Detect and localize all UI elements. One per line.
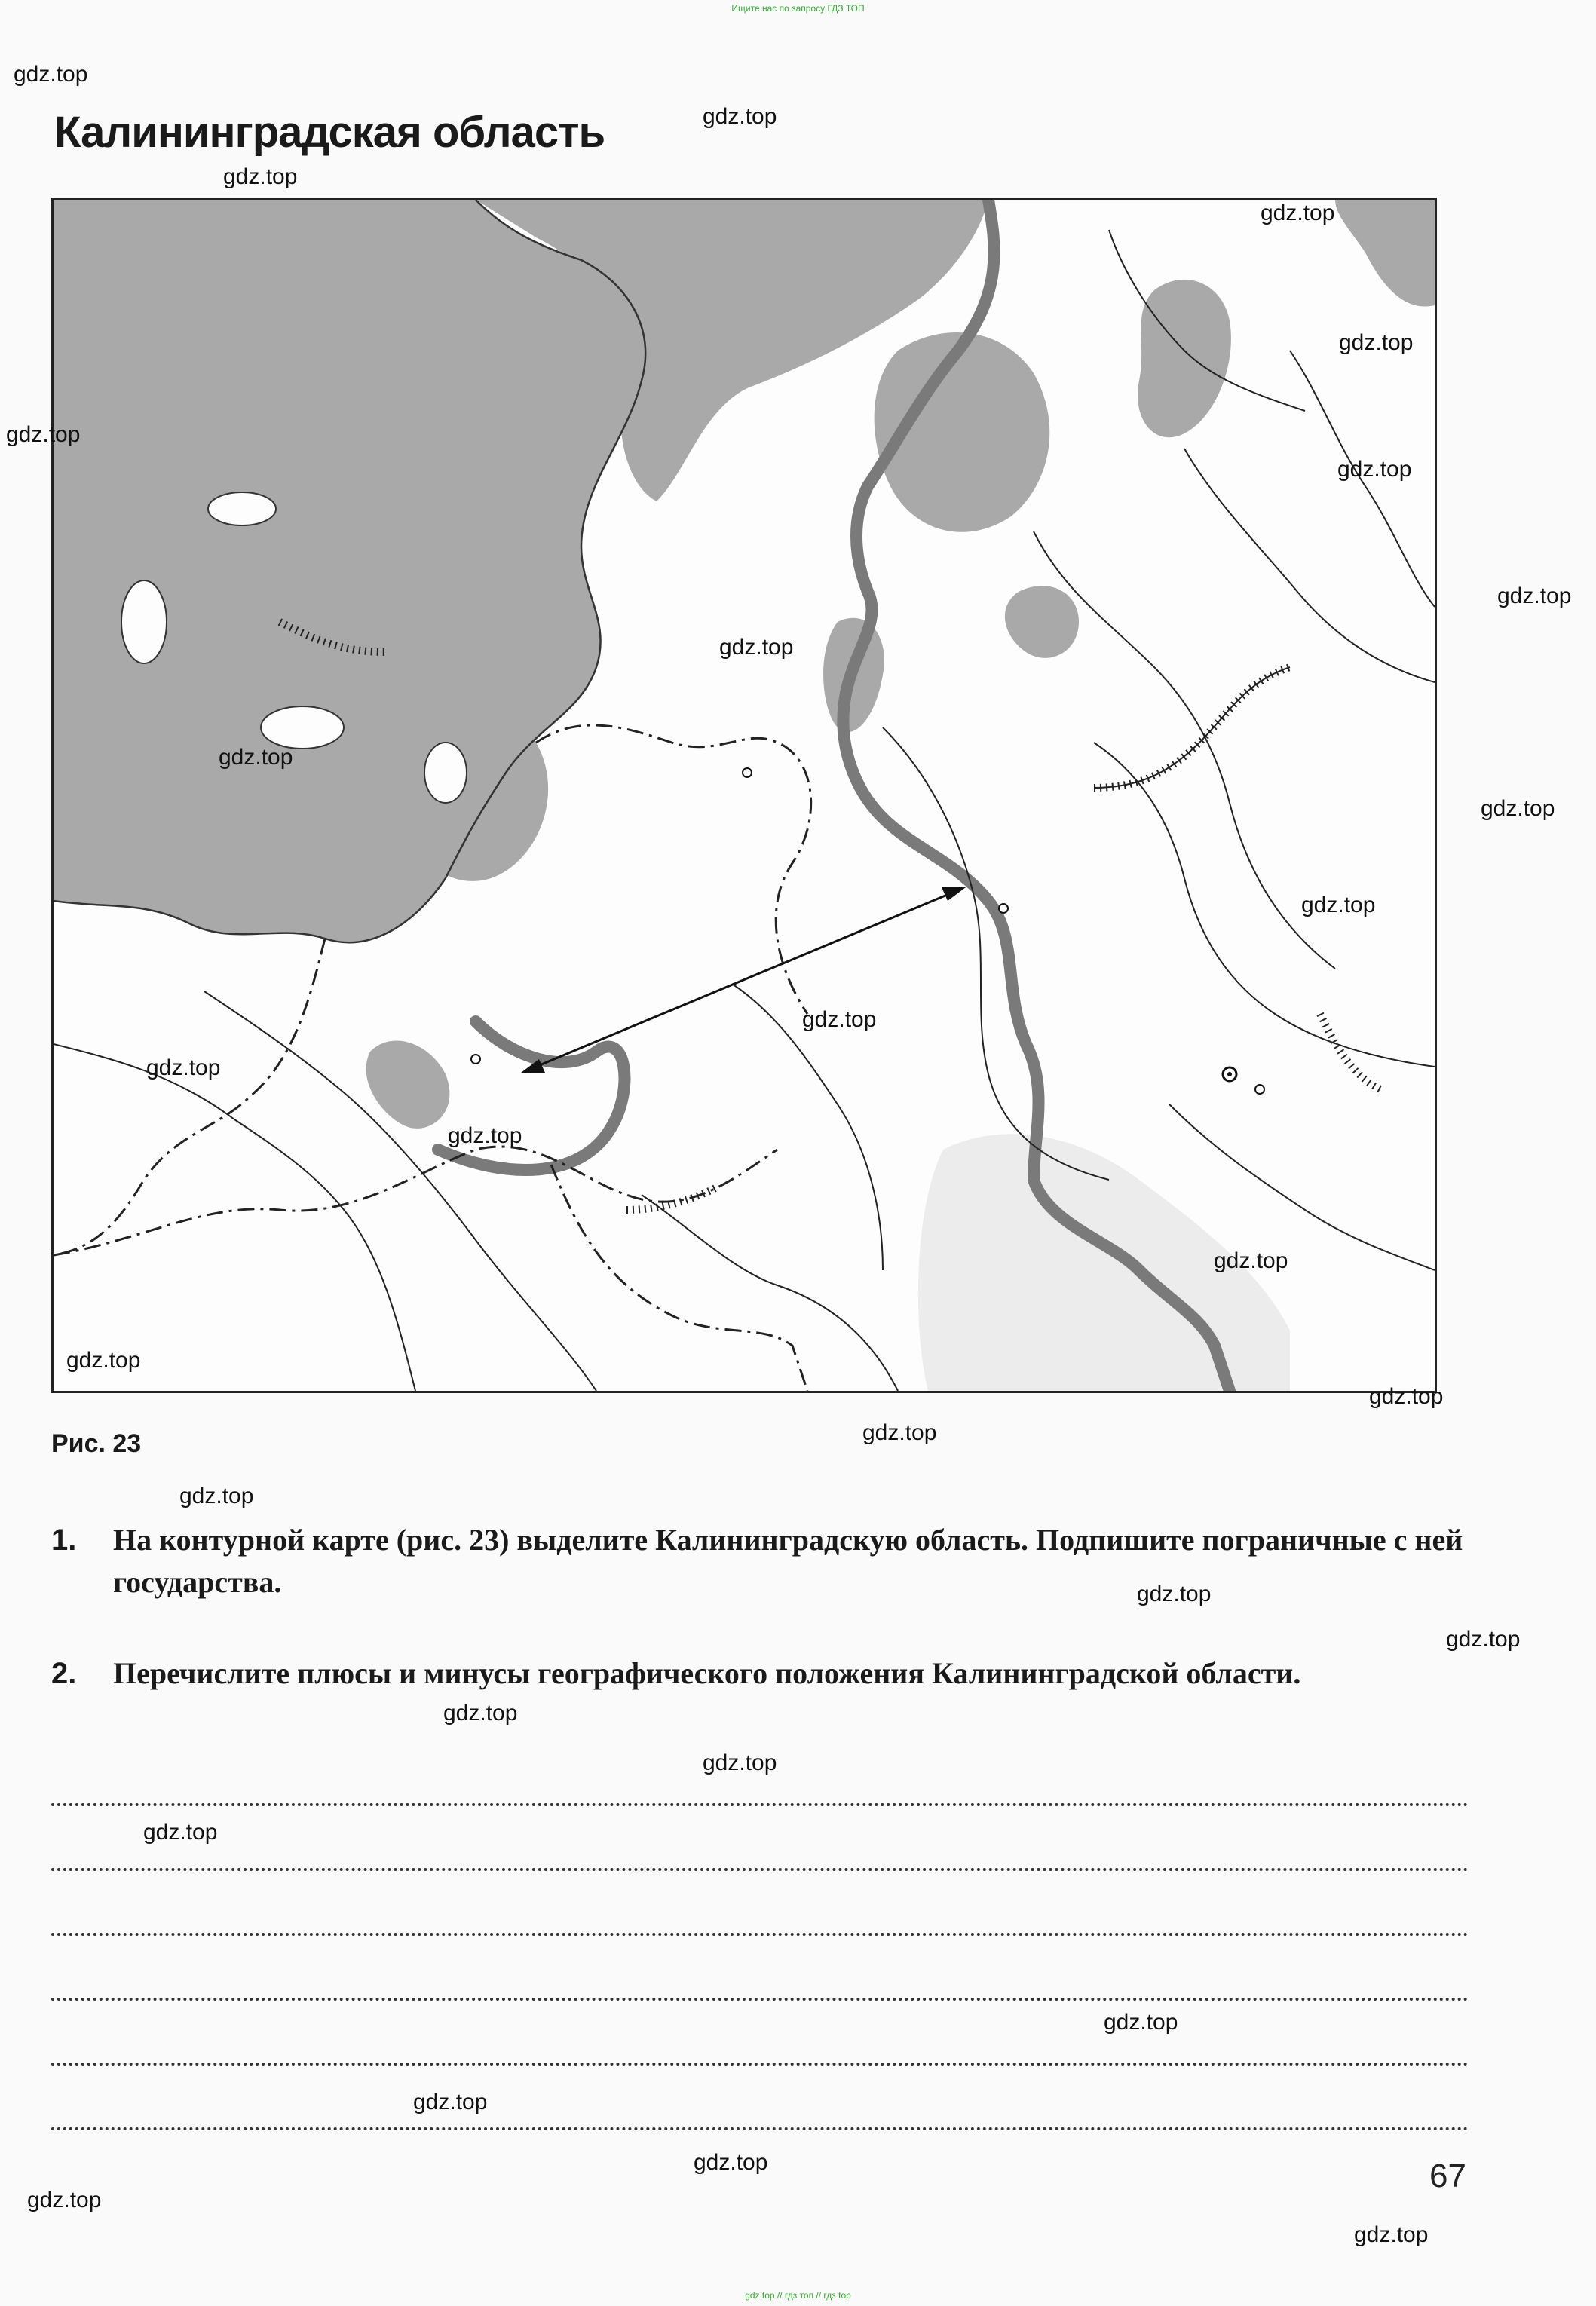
watermark: gdz.top bbox=[862, 1420, 937, 1445]
answer-line[interactable] bbox=[51, 2127, 1469, 2130]
watermark: gdz.top bbox=[223, 164, 298, 189]
curonian-lagoon bbox=[366, 1041, 450, 1129]
bottom-banner[interactable]: gdz top // гдз топ // гдз top bbox=[745, 2290, 851, 2301]
river bbox=[1184, 449, 1435, 682]
lake-onega bbox=[1138, 280, 1231, 437]
answer-line[interactable] bbox=[51, 1868, 1469, 1871]
watermark: gdz.top bbox=[1261, 201, 1335, 225]
map-arrow-head-right bbox=[942, 887, 966, 901]
white-sea-bay bbox=[1335, 200, 1435, 307]
answer-line[interactable] bbox=[51, 1998, 1469, 2001]
page-number: 67 bbox=[1429, 2157, 1466, 2194]
answer-line[interactable] bbox=[51, 2063, 1469, 2066]
baltic-sea bbox=[54, 200, 645, 942]
river bbox=[54, 1044, 415, 1391]
watermark: gdz.top bbox=[694, 2150, 768, 2175]
admin-border bbox=[54, 939, 325, 1255]
map-arrow bbox=[536, 893, 951, 1067]
task-2 bbox=[51, 1652, 1469, 1695]
watermark: gdz.top bbox=[413, 2090, 488, 2115]
watermark: gdz.top bbox=[14, 62, 88, 87]
watermark: gdz.top bbox=[443, 1701, 518, 1726]
watermark: gdz.top bbox=[27, 2188, 102, 2213]
watermark: gdz.top bbox=[802, 1007, 877, 1032]
watermark: gdz.top bbox=[146, 1055, 221, 1080]
river bbox=[1034, 531, 1335, 969]
watermark: gdz.top bbox=[1354, 2222, 1429, 2247]
watermark: gdz.top bbox=[66, 1348, 141, 1373]
admin-border bbox=[54, 1147, 777, 1255]
task-number: 1. bbox=[51, 1524, 77, 1557]
city-marker bbox=[1227, 1072, 1232, 1076]
watermark: gdz.top bbox=[143, 1820, 218, 1845]
answer-line[interactable] bbox=[51, 1933, 1469, 1936]
city-marker bbox=[1255, 1085, 1264, 1094]
watermark: gdz.top bbox=[703, 104, 777, 129]
lake-ilmen bbox=[1005, 586, 1079, 658]
admin-border bbox=[536, 725, 811, 1014]
watermark: gdz.top bbox=[448, 1123, 522, 1148]
city-marker bbox=[999, 904, 1008, 913]
city-marker bbox=[471, 1055, 480, 1064]
island bbox=[424, 743, 467, 803]
river bbox=[1094, 743, 1435, 1067]
contour-map-drawing bbox=[54, 200, 1435, 1391]
watermark: gdz.top bbox=[1337, 457, 1412, 482]
river bbox=[883, 727, 1109, 1180]
task-number: 2. bbox=[51, 1657, 77, 1690]
watermark: gdz.top bbox=[6, 422, 81, 447]
watermark: gdz.top bbox=[219, 745, 293, 770]
island bbox=[261, 706, 344, 749]
watermark: gdz.top bbox=[1214, 1248, 1288, 1273]
island bbox=[121, 580, 167, 663]
watermark: gdz.top bbox=[1104, 2010, 1178, 2035]
page-title: Калининградская область bbox=[54, 108, 605, 157]
answer-line[interactable] bbox=[51, 1803, 1469, 1806]
river bbox=[642, 1195, 898, 1391]
railway bbox=[1320, 1014, 1380, 1089]
watermark: gdz.top bbox=[1481, 796, 1555, 821]
watermark: gdz.top bbox=[1446, 1627, 1521, 1652]
city-marker bbox=[743, 768, 752, 777]
task-1 bbox=[51, 1519, 1469, 1603]
watermark: gdz.top bbox=[1137, 1582, 1212, 1606]
task-text: Перечислите плюсы и минусы географического положения Калининградской области. bbox=[113, 1656, 1301, 1690]
watermark: gdz.top bbox=[719, 635, 794, 660]
watermark: gdz.top bbox=[703, 1750, 777, 1775]
task-text: На контурной карте (рис. 23) выделите Калининградскую область. Подпишите пограничные с ней государства. bbox=[113, 1523, 1463, 1599]
watermark: gdz.top bbox=[1497, 583, 1572, 608]
watermark: gdz.top bbox=[1369, 1384, 1444, 1409]
watermark: gdz.top bbox=[1339, 330, 1414, 355]
figure-caption: Рис. 23 bbox=[51, 1429, 142, 1458]
top-banner[interactable]: Ищите нас по запросу ГДЗ ТОП bbox=[731, 3, 865, 14]
island bbox=[208, 492, 276, 525]
watermark: gdz.top bbox=[179, 1484, 254, 1508]
watermark: gdz.top bbox=[1301, 893, 1376, 917]
railway bbox=[1094, 667, 1290, 788]
railway bbox=[1094, 667, 1290, 788]
contour-map bbox=[51, 198, 1437, 1393]
